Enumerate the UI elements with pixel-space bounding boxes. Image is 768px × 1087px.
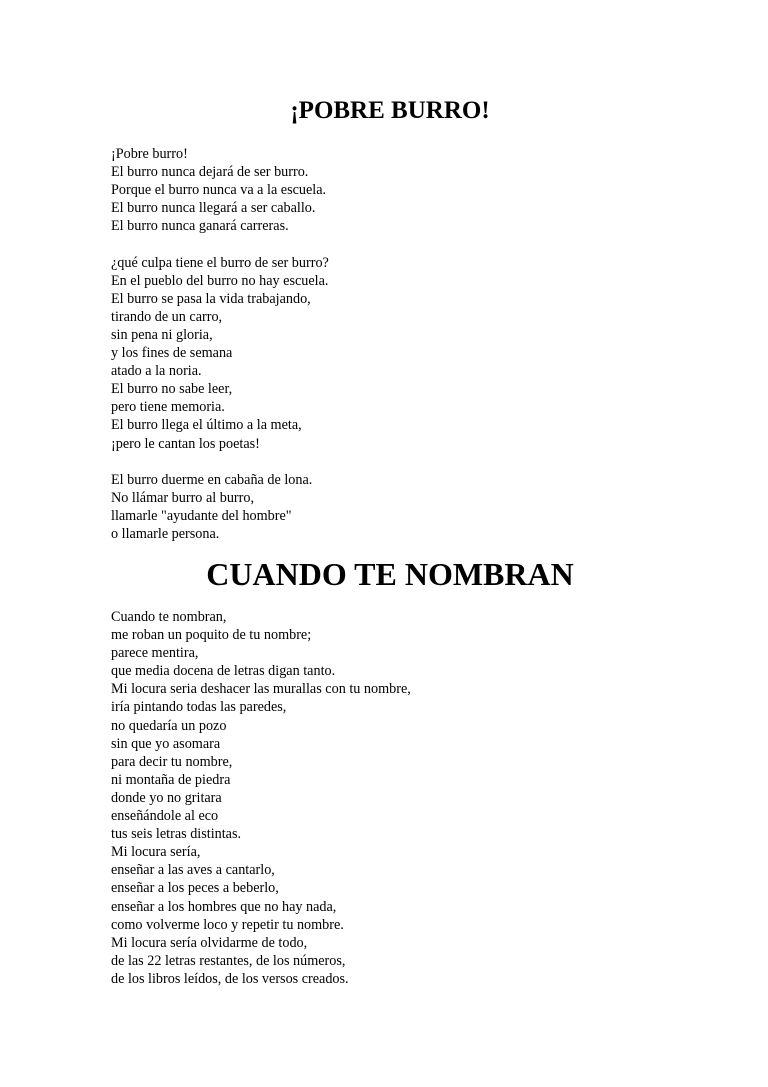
poem-line: me roban un poquito de tu nombre; — [111, 627, 312, 644]
poem-line: no quedaría un pozo — [111, 717, 227, 734]
poem-body-pobre-burro — [111, 145, 731, 543]
poem-line: ¿qué culpa tiene el burro de ser burro? — [111, 254, 329, 271]
poem-line: pero tiene memoria. — [111, 399, 225, 416]
poem-line: donde yo no gritara — [111, 789, 222, 806]
poem-line: El burro duerme en cabaña de lona. — [111, 471, 313, 488]
poem-line: El burro llega el último a la meta, — [111, 417, 302, 434]
stanza-break — [111, 235, 731, 253]
poem-line: de las 22 letras restantes, de los números, — [111, 952, 346, 969]
poem-line: tus seis letras distintas. — [111, 826, 242, 843]
poem-line: o llamarle persona. — [111, 525, 220, 542]
poem-line: parece mentira, — [111, 645, 199, 662]
poem-line: ¡pero le cantan los poetas! — [111, 435, 260, 452]
poem-line: En el pueblo del burro no hay escuela. — [111, 272, 329, 289]
poem-line: tirando de un carro, — [111, 308, 223, 325]
poem-line: ¡Pobre burro! — [111, 146, 188, 162]
poem-line: enseñar a los peces a beberlo, — [111, 880, 279, 897]
poem-line: Mi locura sería olvidarme de todo, — [111, 934, 308, 951]
poem-line: que media docena de letras digan tanto. — [111, 663, 336, 680]
poem-line: Mi locura sería, — [111, 844, 201, 861]
poem-title-cuando-te-nombran: CUANDO TE NOMBRAN — [206, 556, 574, 592]
poem-line: para decir tu nombre, — [111, 753, 233, 770]
poem-line: Mi locura seria deshacer las murallas con tu nombre, — [111, 681, 411, 698]
poem-line: y los fines de semana — [111, 345, 233, 362]
poem-line: El burro no sabe leer, — [111, 381, 233, 398]
poem-line: El burro nunca dejará de ser burro. — [111, 164, 309, 181]
poem-line: No llámar burro al burro, — [111, 489, 255, 506]
poem-line: de los libros leídos, de los versos creados. — [111, 970, 349, 987]
poem-body-cuando-te-nombran — [111, 608, 731, 988]
poem-line: El burro se pasa la vida trabajando, — [111, 290, 311, 307]
poem-line: como volverme loco y repetir tu nombre. — [111, 916, 344, 933]
poem-line: iría pintando todas las paredes, — [111, 699, 287, 716]
poem-line: sin pena ni gloria, — [111, 326, 213, 343]
poem-line: enseñándole al eco — [111, 808, 219, 825]
poem-line: atado a la noria. — [111, 363, 202, 380]
poem-line: enseñar a los hombres que no hay nada, — [111, 898, 337, 915]
stanza-break — [111, 453, 731, 471]
poem-line: Porque el burro nunca va a la escuela. — [111, 182, 327, 199]
poem-line: Cuando te nombran, — [111, 609, 227, 625]
poem-line: El burro nunca ganará carreras. — [111, 218, 289, 235]
poem-title-pobre-burro: ¡POBRE BURRO! — [290, 97, 490, 124]
poem-line: sin que yo asomara — [111, 735, 221, 752]
poem-line: ni montaña de piedra — [111, 771, 231, 788]
poem-line: llamarle "ayudante del hombre" — [111, 507, 292, 524]
poem-line: enseñar a las aves a cantarlo, — [111, 862, 275, 879]
poem-line: El burro nunca llegará a ser caballo. — [111, 200, 316, 217]
